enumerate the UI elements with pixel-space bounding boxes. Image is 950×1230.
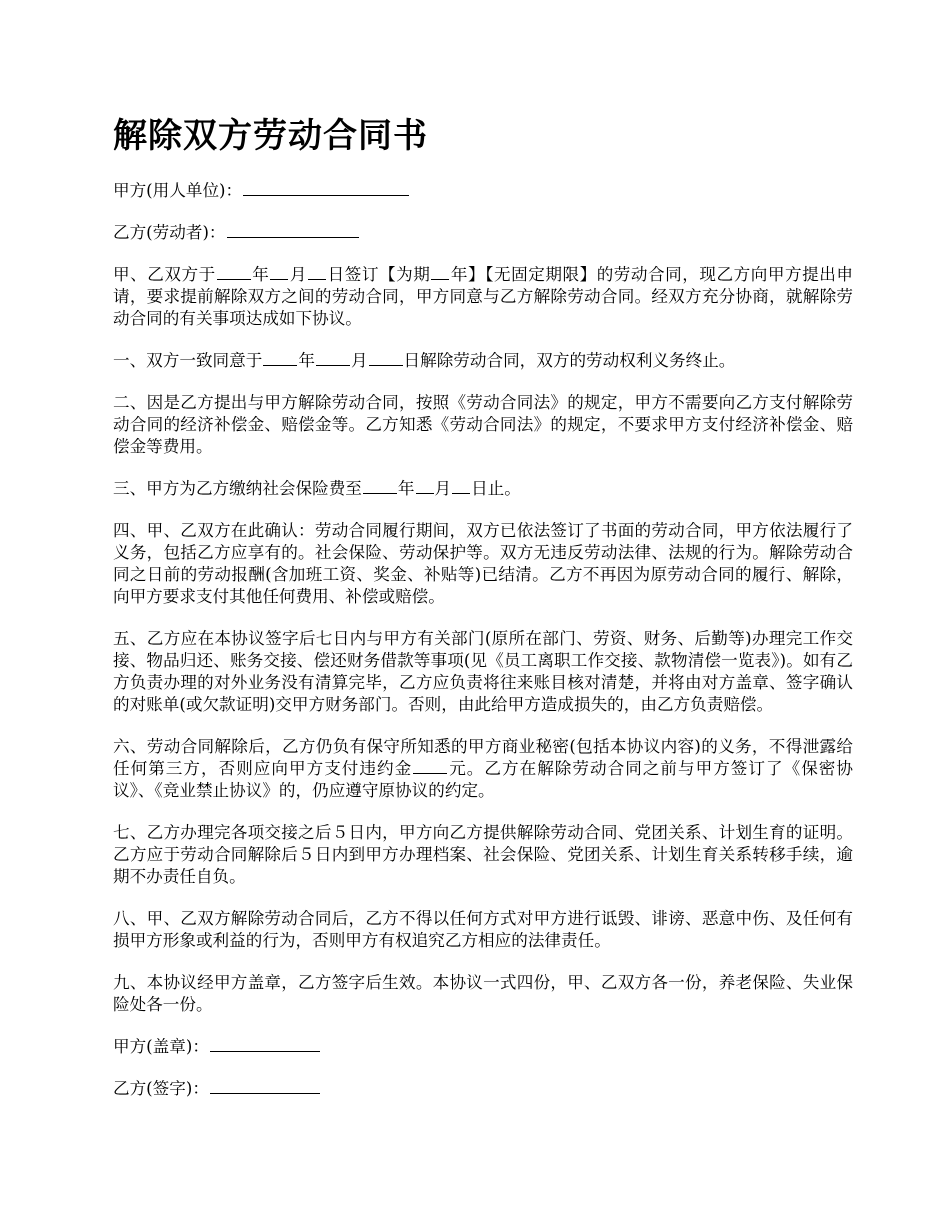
sign-a-blank[interactable]: [210, 1050, 320, 1052]
clause-6-text-1: 六、劳动合同解除后，乙方仍负有保守所知悉的甲方商业秘密(包括本协议内容)的义务，不得泄露给任何第三方，否则应向甲方支付违约金: [113, 737, 853, 778]
sign-b-blank[interactable]: [210, 1092, 320, 1094]
sign-a-label: 甲方(盖章)：: [113, 1037, 209, 1056]
clause-3: [113, 478, 853, 500]
sign-a-line: [113, 1036, 853, 1058]
intro-text-1: 甲、乙双方于: [113, 265, 216, 284]
document-title: 解除双方劳动合同书: [113, 116, 428, 156]
clause-3-text-2: 年: [397, 479, 415, 498]
party-a-blank[interactable]: [243, 194, 409, 196]
intro-month-blank[interactable]: [270, 278, 288, 280]
clause-7: 七、乙方办理完各项交接之后５日内，甲方向乙方提供解除劳动合同、党团关系、计划生育的证明。乙方应于劳动合同解除后５日内到甲方办理档案、社会保险、党团关系、计划生育关系转移手续，逾期不办责任自负。: [113, 823, 853, 886]
clause-6: [113, 736, 853, 802]
clause-9: 九、本协议经甲方盖章，乙方签字后生效。本协议一式四份，甲、乙双方各一份，养老保险、失业保险处各一份。: [113, 973, 853, 1014]
intro-year-blank[interactable]: [217, 278, 251, 280]
clause-3-month-blank[interactable]: [416, 492, 434, 494]
intro-paragraph: [113, 264, 853, 330]
clause-3-year-blank[interactable]: [363, 492, 397, 494]
party-b-line: [113, 222, 853, 244]
clause-3-text-1: 三、甲方为乙方缴纳社会保险费至: [113, 479, 362, 498]
clause-3-text-3: 月: [434, 479, 452, 498]
clause-3-text-4: 日止。: [471, 479, 521, 498]
clause-2: 二、因是乙方提出与甲方解除劳动合同，按照《劳动合同法》的规定，甲方不需要向乙方支付解除劳动合同的经济补偿金、赔偿金等。乙方知悉《劳动合同法》的规定，不要求甲方支付经济补偿金、赔偿金等费用。: [113, 393, 853, 456]
clause-1: [113, 350, 853, 372]
sign-b-line: [113, 1078, 853, 1100]
intro-term-blank[interactable]: [431, 278, 449, 280]
intro-text-4: 日签订【为期: [327, 265, 431, 284]
clause-1-text-1: 一、双方一致同意于: [113, 351, 263, 370]
intro-text-5: 年】【无固定期限】的劳动合同，现乙方向甲方提出申请，要求提前解除双方之间的劳动合同，甲方同意与乙方解除劳动合同。经双方充分协商，就解除劳动合同的有关事项达成如下协议。: [113, 265, 854, 328]
clause-1-text-2: 年: [298, 351, 315, 370]
document-body: [113, 180, 853, 1120]
party-b-label: 乙方(劳动者)：: [113, 223, 226, 242]
clause-1-day-blank[interactable]: [369, 364, 403, 366]
intro-day-blank[interactable]: [308, 278, 326, 280]
clause-1-text-4: 日解除劳动合同，双方的劳动权利义务终止。: [403, 351, 736, 370]
clause-1-year-blank[interactable]: [263, 364, 297, 366]
clause-3-day-blank[interactable]: [452, 492, 470, 494]
clause-6-text-2: 元。乙方在解除劳动合同之前与甲方签订了《保密协议》、《竞业禁止协议》的，仍应遵守原协议的约定。: [113, 759, 854, 800]
clause-1-text-3: 月: [350, 351, 368, 370]
clause-8: 八、甲、乙双方解除劳动合同后，乙方不得以任何方式对甲方进行诋毁、诽谤、恶意中伤、及任何有损甲方形象或利益的行为，否则甲方有权追究乙方相应的法律责任。: [113, 909, 853, 950]
intro-text-3: 月: [289, 265, 308, 284]
sign-b-label: 乙方(签字)：: [113, 1079, 209, 1098]
party-a-label: 甲方(用人单位)：: [113, 181, 243, 200]
clause-1-month-blank[interactable]: [316, 364, 350, 366]
clause-6-penalty-blank[interactable]: [413, 772, 447, 774]
clause-4: 四、甲、乙双方在此确认：劳动合同履行期间，双方已依法签订了书面的劳动合同，甲方依法履行了义务，包括乙方应享有的。社会保险、劳动保护等。双方无违反劳动法律、法规的行为。解除劳动合同之日前的劳动报酬(含加班工资、奖金、补贴等)已结清。乙方不再因为原劳动合同的履行、解除，向甲方要求支付其他任何费用、补偿或赔偿。: [113, 521, 853, 606]
party-b-blank[interactable]: [227, 236, 359, 238]
party-a-line: [113, 180, 853, 202]
clause-5: 五、乙方应在本协议签字后七日内与甲方有关部门(原所在部门、劳资、财务、后勤等)办理完工作交接、物品归还、账务交接、偿还财务借款等事项(见《员工离职工作交接、款物清偿一览表》)。如有乙方负责办理的对外业务没有清算完毕，乙方应负责将往来账目核对清楚，并将由对方盖章、签字确认的对账单(或欠款证明)交甲方财务部门。否则，由此给甲方造成损失的，由乙方负责赔偿。: [113, 629, 853, 714]
intro-text-2: 年: [251, 265, 270, 284]
